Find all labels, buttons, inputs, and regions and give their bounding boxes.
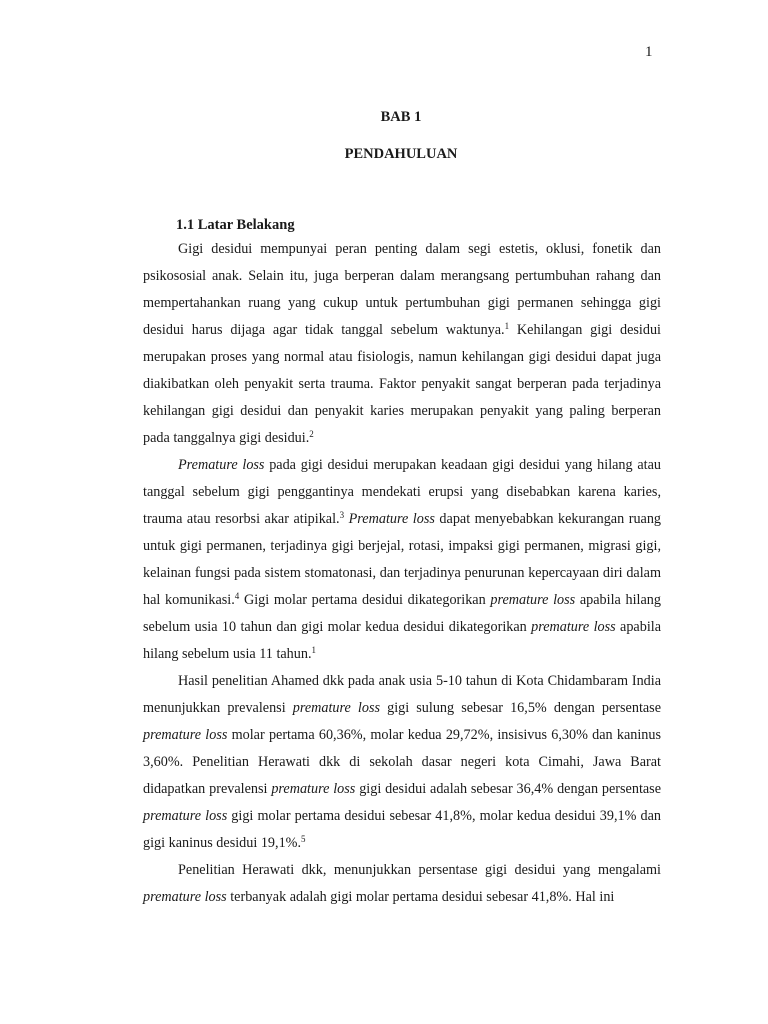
italic-term: premature loss [271,781,356,797]
body-text [143,236,661,911]
text-run: Gigi desidui mempunyai peran penting dalam segi estetis, oklusi, fonetik dan psikososial anak. Selain itu, juga berperan dalam merangsang pertumbuhan rahang dan mempertahankan ruang yang cukup untuk pertumbuhan gigi permanen sehingga gigi desidui harus dijaga agar tidak tanggal sebelum waktunya. [143,241,661,338]
text-run: terbanyak adalah gigi molar pertama desidui sebesar 41,8%. Hal ini [226,889,615,905]
text-run: apabila hilang sebelum usia 10 tahun dan gigi molar kedua desidui dikategorikan [143,592,661,635]
text-run: Gigi molar pertama desidui dikategorikan [239,592,491,608]
text-run: Kehilangan gigi desidui merupakan proses yang normal atau fisiologis, namun kehilangan gigi desidui dapat juga diakibatkan oleh penyakit serta trauma. Faktor penyakit sangat berperan pada terjadinya kehilangan gigi desidui dan penyakit karies merupakan penyakit yang paling berperan pada tanggalnya gigi desidui. [143,322,662,446]
paragraph [143,857,661,911]
page-number: 1 [645,44,653,60]
text-run: molar pertama 60,36%, molar kedua 29,72%, insisivus 6,30% dan kaninus 3,60%. Penelitian Herawati dkk di sekolah dasar negeri kota Cimahi, Jawa Barat didapatkan prevalensi [143,727,661,797]
citation-marker: 1 [311,645,317,655]
text-run: Penelitian Herawati dkk, menunjukkan persentase gigi desidui yang mengalami [178,862,661,878]
chapter-title: PENDAHULUAN [344,146,458,162]
paragraph [143,668,661,857]
citation-marker: 4 [234,591,240,601]
italic-term: premature loss [143,808,228,824]
italic-term: premature loss [490,592,576,608]
text-run: dapat menyebabkan kekurangan ruang untuk gigi permanen, terjadinya gigi berjejal, rotasi, impaksi gigi permanen, migrasi gigi, kelainan fungsi pada sistem stomatonasi, dan terjadinya penurunan kepercayaan diri dalam hal komunikasi. [143,511,662,608]
citation-marker: 3 [339,510,345,520]
text-run: pada gigi desidui merupakan keadaan gigi desidui yang hilang atau tanggal sebelum gigi penggantinya mendekati erupsi yang disebabkan karena karies, trauma atau resorbsi akar atipikal. [143,457,661,527]
text-run: apabila hilang sebelum usia 11 tahun. [143,619,661,662]
text-run: gigi desidui adalah sebesar 36,4% dengan persentase [355,781,662,797]
text-run: Hasil penelitian Ahamed dkk pada anak usia 5-10 tahun di Kota Chidambaram India menunjukkan prevalensi [143,673,661,716]
italic-term: premature loss [143,889,227,905]
italic-term: Premature loss [348,511,435,527]
citation-marker: 5 [301,834,306,844]
italic-term: premature loss [292,700,380,716]
italic-term: Premature loss [178,457,265,473]
paragraph [143,236,661,452]
citation-marker: 1 [504,321,510,331]
paragraph [143,452,661,668]
text-run: gigi sulung sebesar 16,5% dengan persentase [380,700,661,716]
section-heading: 1.1 Latar Belakang [176,217,295,233]
chapter-number: BAB 1 [380,109,422,125]
text-run: gigi molar pertama desidui sebesar 41,8%, molar kedua desidui 39,1% dan gigi kaninus desidui 19,1%. [143,808,661,851]
italic-term: premature loss [531,619,616,635]
italic-term: premature loss [143,727,228,743]
citation-marker: 2 [309,429,314,439]
